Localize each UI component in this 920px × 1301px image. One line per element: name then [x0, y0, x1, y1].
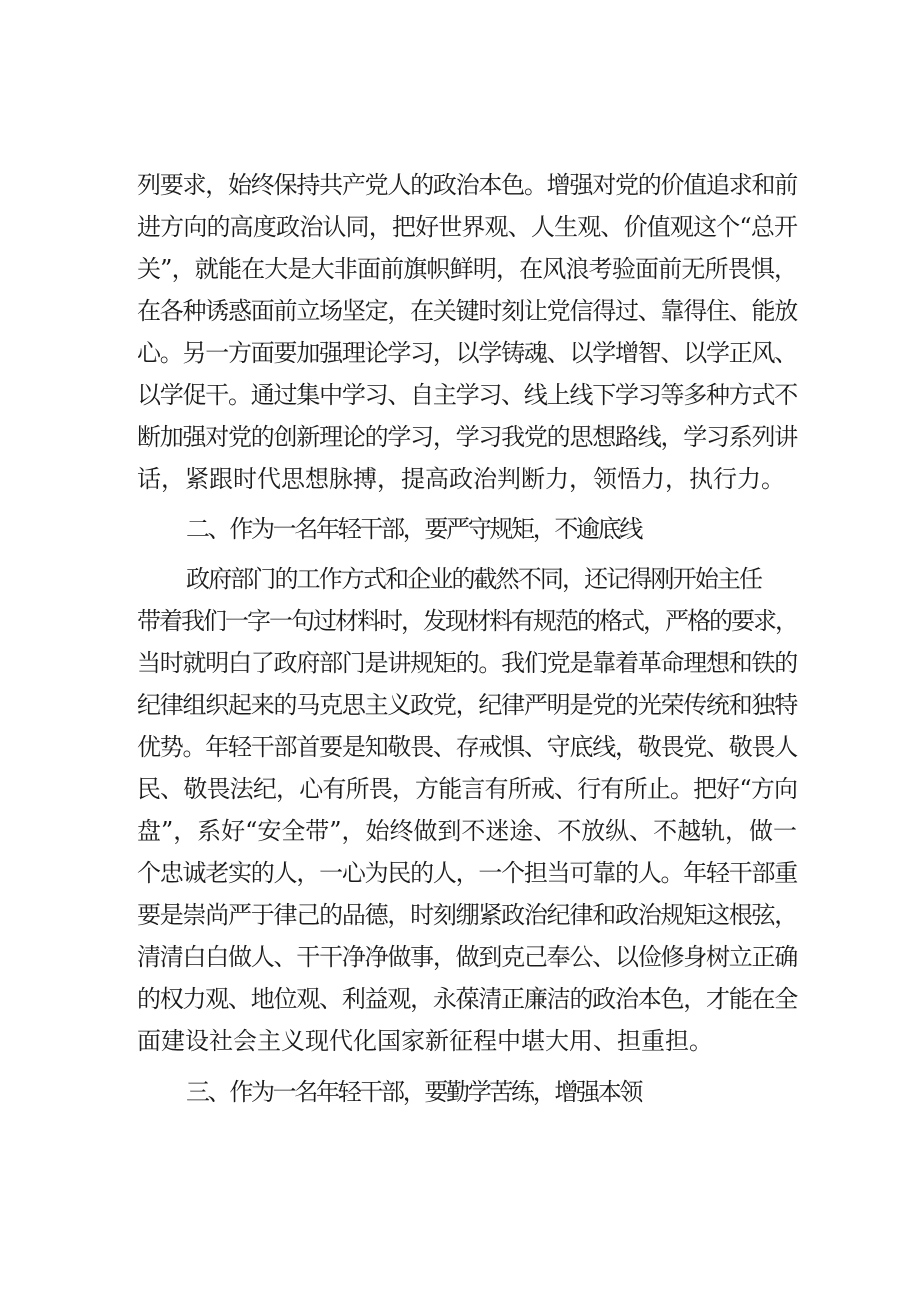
paragraph-line: 要是崇尚严于律己的品德，时刻绷紧政治纪律和政治规矩这根弦，: [137, 901, 798, 929]
paragraph-line: 话，紧跟时代思想脉搏，提高政治判断力，领悟力，执行力。: [137, 465, 785, 493]
paragraph-line: 的权力观、地位观、利益观，永葆清正廉洁的政治本色，才能在全: [137, 985, 798, 1013]
paragraph-line: 面建设社会主义现代化国家新征程中堪大用、担重担。: [137, 1027, 713, 1055]
paragraph-line: 在各种诱惑面前立场坚定，在关键时刻让党信得过、靠得住、能放: [137, 297, 798, 325]
paragraph-line: 带着我们一字一句过材料时，发现材料有规范的格式，严格的要求，: [137, 607, 797, 635]
paragraph-line: 当时就明白了政府部门是讲规矩的。我们党是靠着革命理想和铁的: [137, 649, 798, 677]
section-heading: 二、作为一名年轻干部，要严守规矩，不逾底线: [186, 515, 642, 543]
paragraph-line: 心。另一方面要加强理论学习，以学铸魂、以学增智、以学正风、: [137, 339, 798, 367]
section-heading: 三、作为一名年轻干部，要勤学苦练，增强本领: [186, 1078, 642, 1106]
paragraph-line: 进方向的高度政治认同，把好世界观、人生观、价值观这个“总开: [137, 213, 798, 241]
paragraph-line: 盘”，系好“安全带”，始终做到不迷途、不放纵、不越轨，做一: [137, 817, 797, 845]
paragraph-line: 清清白白做人、干干净净做事，做到克己奉公、以俭修身树立正确: [137, 943, 798, 971]
paragraph-line: 优势。年轻干部首要是知敬畏、存戒惧、守底线，敬畏党、敬畏人: [137, 733, 798, 761]
paragraph-line: 个忠诚老实的人，一心为民的人，一个担当可靠的人。年轻干部重: [137, 859, 798, 887]
paragraph-line: 关”，就能在大是大非面前旗帜鲜明，在风浪考验面前无所畏惧，: [137, 255, 798, 283]
paragraph-line: 政府部门的工作方式和企业的截然不同，还记得刚开始主任: [186, 565, 762, 593]
paragraph-line: 民、敬畏法纪，心有所畏，方能言有所戒、行有所止。把好“方向: [137, 775, 798, 803]
paragraph-line: 列要求，始终保持共产党人的政治本色。增强对党的价值追求和前: [137, 171, 798, 199]
paragraph-line: 以学促干。通过集中学习、自主学习、线上线下学习等多种方式不: [137, 381, 798, 409]
paragraph-line: 断加强对党的创新理论的学习，学习我党的思想路线，学习系列讲: [137, 423, 798, 451]
paragraph-line: 纪律组织起来的马克思主义政党，纪律严明是党的光荣传统和独特: [137, 691, 798, 719]
